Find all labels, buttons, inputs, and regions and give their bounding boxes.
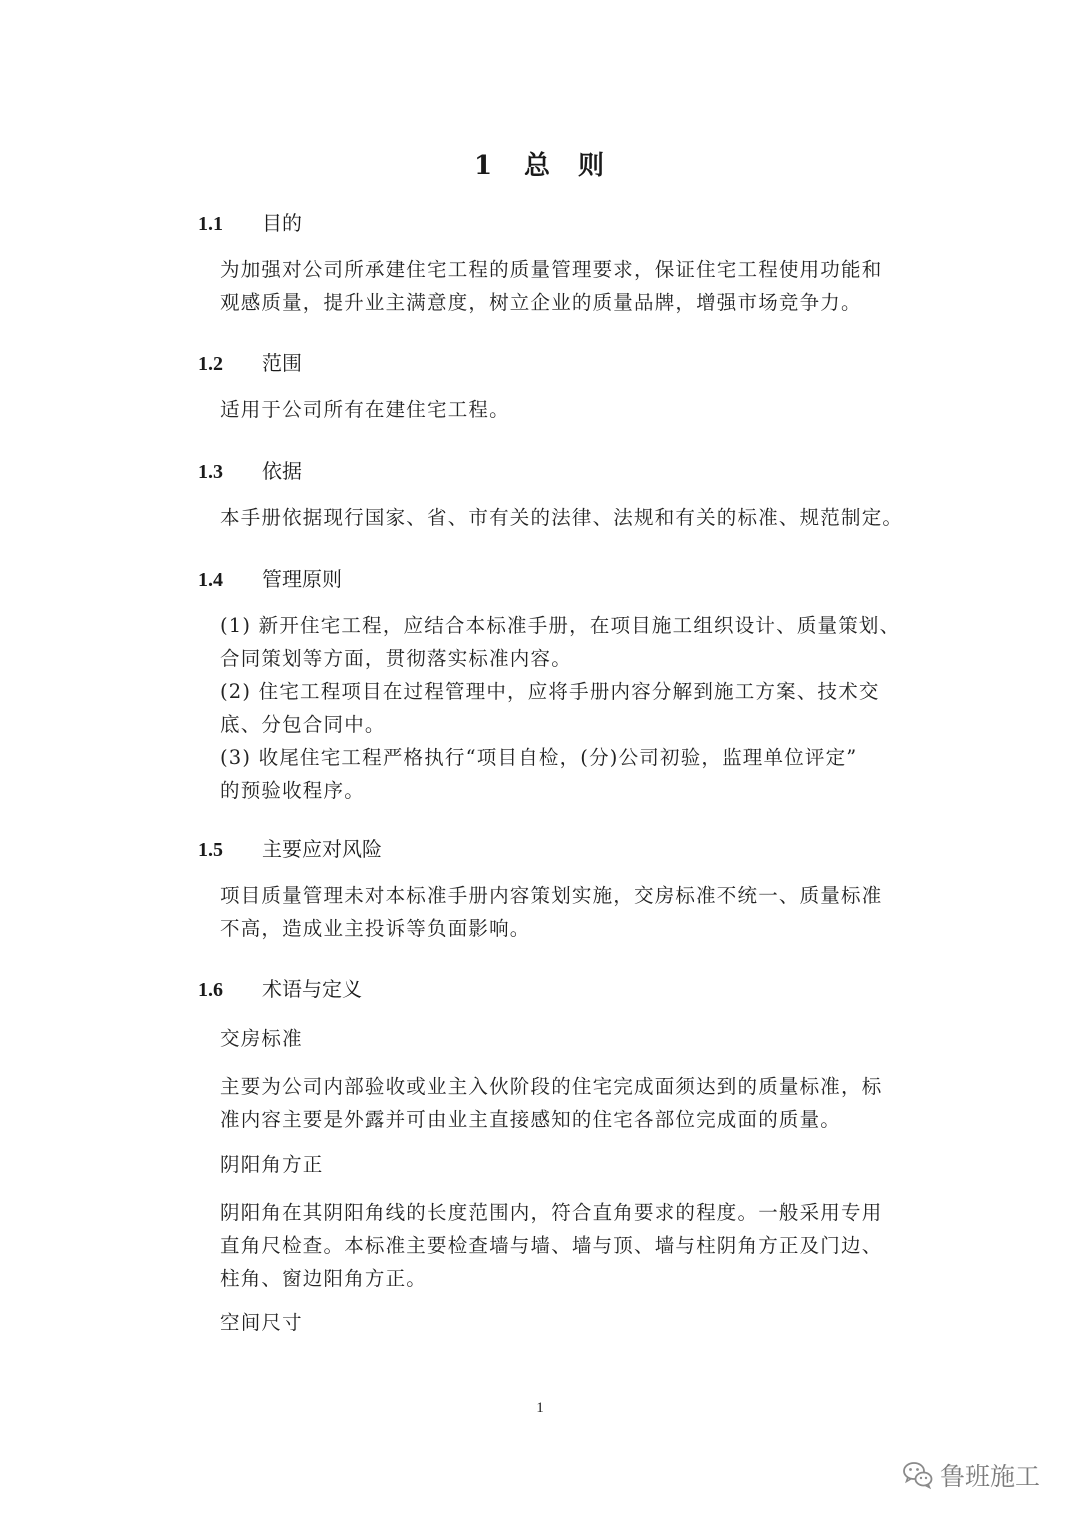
text-line: (2) 住宅工程项目在过程管理中，应将手册内容分解到施工方案、技术交: [220, 680, 880, 703]
watermark: [902, 1455, 1040, 1495]
text-line: 项目质量管理未对本标准手册内容策划实施，交房标准不统一、质量标准: [220, 884, 883, 907]
text-line: 为加强对公司所承建住宅工程的质量管理要求，保证住宅工程使用功能和: [220, 258, 883, 281]
page-number: 1: [536, 1400, 544, 1416]
term-corner-squareness: [220, 1148, 920, 1181]
text-line: 柱角、窗边阳角方正。: [220, 1267, 428, 1290]
page-title: [0, 145, 1080, 182]
section-body-1-3: [220, 501, 920, 534]
section-title: 目的: [262, 211, 302, 235]
text-line: 适用于公司所有在建住宅工程。: [220, 398, 510, 421]
section-number: 1.2: [198, 353, 223, 375]
section-heading-1-1: [198, 207, 302, 236]
term-title: 交房标准: [220, 1027, 303, 1050]
section-title: 范围: [262, 351, 302, 375]
section-title: 术语与定义: [262, 977, 362, 1001]
section-number: 1.4: [198, 569, 223, 591]
wechat-icon: [902, 1460, 934, 1490]
section-number: 1.1: [198, 213, 223, 235]
section-title: 依据: [262, 459, 302, 483]
section-heading-1-5: [198, 833, 382, 862]
text-line: 直角尺检查。本标准主要检查墙与墙、墙与顶、墙与柱阴角方正及门边、: [220, 1234, 883, 1257]
text-line: 准内容主要是外露并可由业主直接感知的住宅各部位完成面的质量。: [220, 1108, 842, 1131]
text-line: 合同策划等方面，贯彻落实标准内容。: [220, 647, 572, 670]
section-heading-1-2: [198, 347, 302, 376]
term-title: 阴阳角方正: [220, 1153, 324, 1176]
term-handover-standard: [220, 1022, 920, 1055]
section-title: 管理原则: [262, 567, 342, 591]
text-line: 阴阳角在其阴阳角线的长度范围内，符合直角要求的程度。一般采用专用: [220, 1201, 883, 1224]
text-line: 本手册依据现行国家、省、市有关的法律、法规和有关的标准、规范制定。: [220, 506, 904, 529]
watermark-text: 鲁班施工: [940, 1462, 1041, 1491]
term-handover-standard-definition: [220, 1070, 920, 1136]
text-line: (1) 新开住宅工程，应结合本标准手册，在项目施工组织设计、质量策划、: [220, 614, 901, 637]
section-title: 主要应对风险: [262, 837, 382, 861]
section-body-1-1: [220, 253, 920, 319]
text-line: (3) 收尾住宅工程严格执行“项目自检，(分)公司初验，监理单位评定”: [220, 746, 858, 769]
text-line: 主要为公司内部验收或业主入伙阶段的住宅完成面须达到的质量标准，标: [220, 1075, 883, 1098]
term-title: 空间尺寸: [220, 1311, 303, 1334]
section-body-1-4: [220, 609, 920, 807]
chapter-title-char-1: 总: [524, 151, 553, 181]
text-line: 观感质量，提升业主满意度，树立企业的质量品牌，增强市场竞争力。: [220, 291, 862, 314]
text-line: 不高，造成业主投诉等负面影响。: [220, 917, 531, 940]
section-number: 1.3: [198, 461, 223, 483]
term-space-dimension: [220, 1306, 920, 1339]
section-number: 1.6: [198, 979, 223, 1001]
section-heading-1-4: [198, 563, 342, 592]
text-line: 的预验收程序。: [220, 779, 365, 802]
text-line: 底、分包合同中。: [220, 713, 386, 736]
chapter-number: 1: [473, 151, 495, 181]
chapter-title-char-2: 则: [578, 151, 607, 181]
section-heading-1-3: [198, 455, 302, 484]
term-corner-squareness-definition: [220, 1196, 920, 1295]
section-heading-1-6: [198, 973, 362, 1002]
section-body-1-5: [220, 879, 920, 945]
section-number: 1.5: [198, 839, 223, 861]
section-body-1-2: [220, 393, 920, 426]
